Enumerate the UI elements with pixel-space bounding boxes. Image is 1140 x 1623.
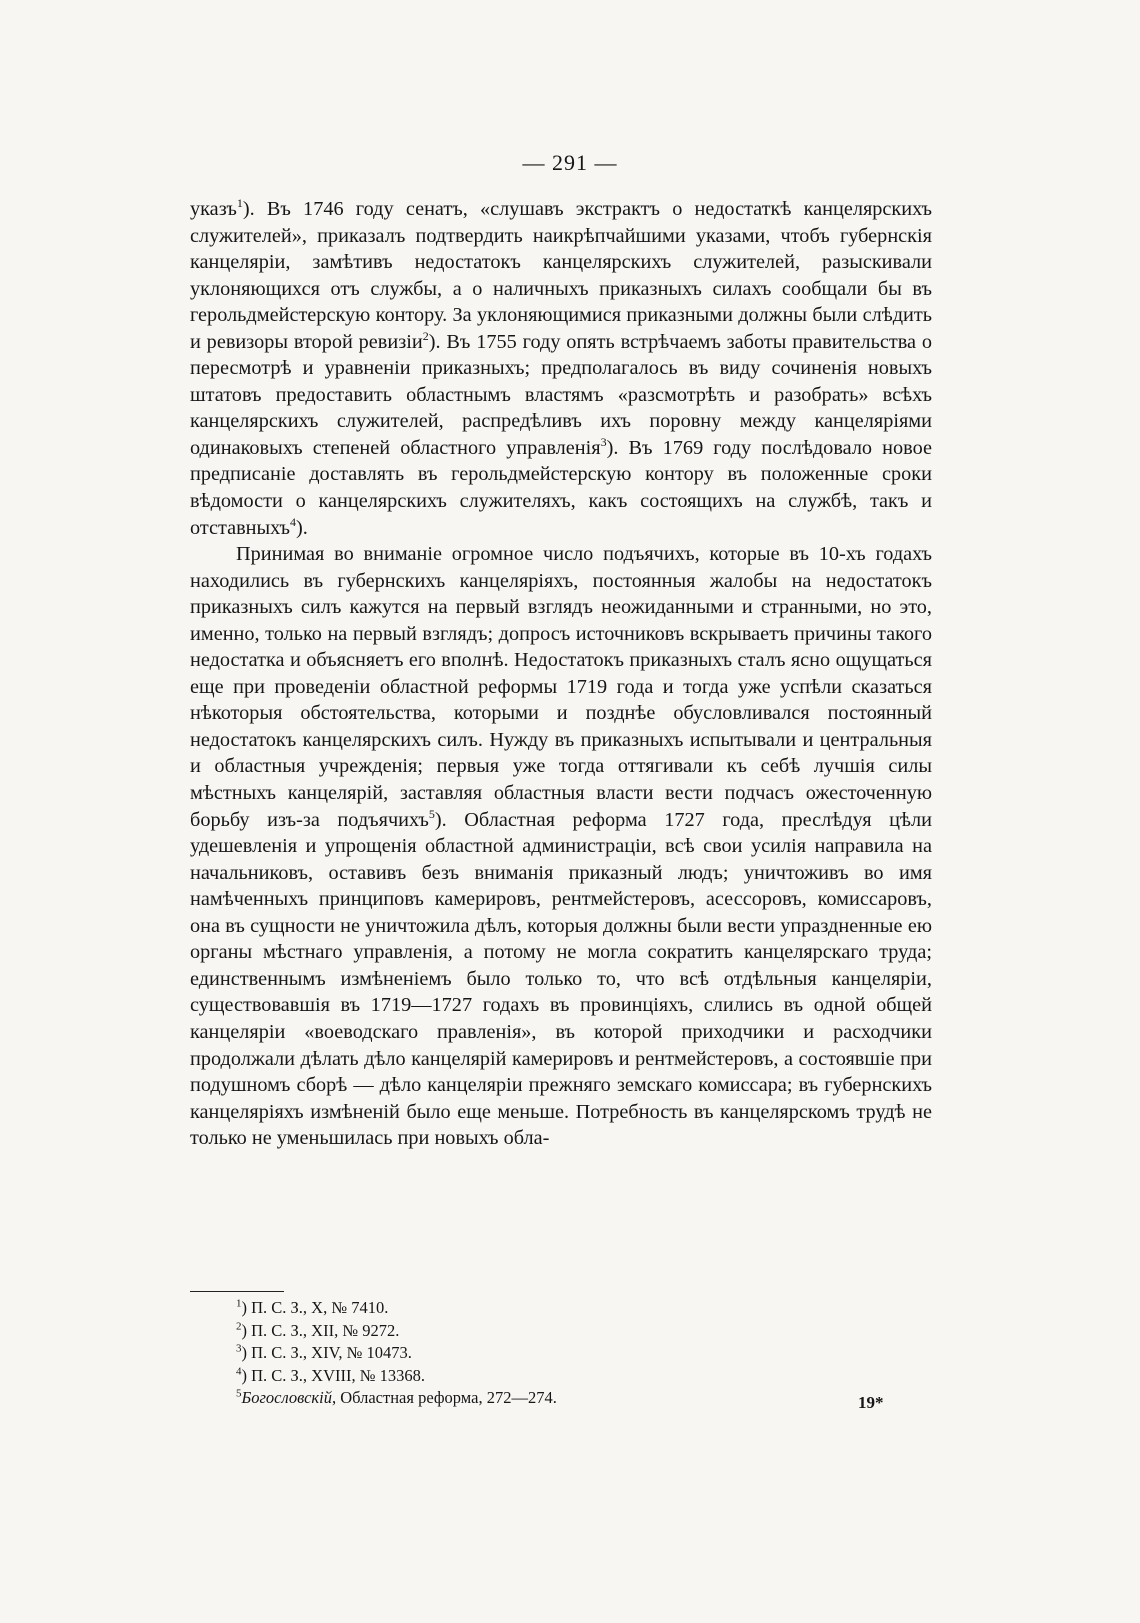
footnote-4 <box>236 1365 916 1388</box>
footnote-text: ) П. С. З., XVIII, № 13368. <box>241 1365 425 1385</box>
footnote-text: ) П. С. З., XII, № 9272. <box>241 1320 400 1340</box>
footnote-mark: 2 <box>236 1320 242 1332</box>
signature-mark: 19* <box>858 1393 884 1412</box>
paragraph-2 <box>190 541 932 1152</box>
footnote-reference[interactable]: 4 <box>290 514 297 529</box>
footnote-text: , Областная реформа, 272—274. <box>331 1388 557 1407</box>
footnote-reference[interactable]: 1 <box>236 196 243 211</box>
footnote-mark: 4 <box>236 1365 242 1377</box>
text-segment: указъ <box>190 198 237 220</box>
text-segment: ). Въ 1746 году сенатъ, «слушавъ экстрактъ о недостаткѣ канцелярскихъ служителей», приказалъ подтвердить наикрѣпчайшими указами, чтобъ губернскія канцеляріи, замѣтивъ недостатокъ канцелярскихъ служителей, разыскивали уклоняющихся отъ службы, а о наличныхъ приказныхъ силахъ сообщали бы въ герольдмейстерскую контору. За уклоняющимися приказными должны были слѣдить и ревизоры второй ревизіи <box>190 198 932 353</box>
footnotes <box>236 1297 916 1410</box>
text-segment: Принимая во вниманіе огромное число подъячихъ, которые въ 10-хъ годахъ находились въ губернскихъ канцеляріяхъ, постоянныя жалобы на недостатокъ приказныхъ силъ кажутся на первый взглядъ неожиданными и странными, но это, именно, только на первый взглядъ; допросъ источниковъ вскрываетъ причины такого недостатка и объясняетъ его вполнѣ. Недостатокъ приказныхъ сталъ ясно ощущаться еще при проведеніи областной реформы 1719 года и тогда уже успѣли сказаться нѣкоторыя обстоятельства, которыми и позднѣе обусловливался постоянный недостатокъ канцелярскихъ силъ. Нужду въ приказныхъ испытывали и центральныя и областныя учрежденія; первыя уже тогда оттягивали къ себѣ лучшія силы мѣстныхъ канцелярій, заставляя областныя власти вести подчасъ ожесточенную борьбу изъ-за подъячихъ <box>190 543 932 831</box>
footnote-author: Богословскій <box>241 1388 332 1407</box>
footnote-reference[interactable]: 2 <box>422 328 429 343</box>
footnote-reference[interactable]: 5 <box>428 806 435 821</box>
page-number: — 291 — <box>522 150 618 175</box>
text-segment: ). Въ 1769 году послѣдовало новое предписаніе доставлять въ герольдмейстерскую контору въ положенные сроки вѣдомости о канцелярскихъ служителяхъ, какъ состоящихъ на службѣ, такъ и отставныхъ <box>190 436 932 539</box>
text-segment: ). Областная реформа 1727 года, преслѣдуя цѣли удешевленія и упрощенія областной администраціи, всѣ свои усилія направила на начальниковъ, оставивъ безъ вниманія приказный людъ; уничтоживъ во имя намѣченныхъ принциповъ камерировъ, рентмейстеровъ, асессоровъ, комиссаровъ, она въ сущности не уничтожила дѣлъ, которыя должны были вести упраздненные ею органы мѣстнаго управленія, а потому не могла сократить канцелярскаго труда; единственнымъ измѣненіемъ было только то, что всѣ отдѣльныя канцеляріи, существовавшія въ 1719—1727 годахъ въ провинціяхъ, слились въ одной общей канцеляріи «воеводскаго правленія», въ которой приходчики и расходчики продолжали дѣлать дѣло канцелярій камерировъ и рентмейстеровъ, а состоявшіе при подушномъ сборѣ — дѣло канцеляріи прежняго земскаго комиссара; въ губернскихъ канцеляріяхъ измѣненій было еще меньше. Потребность въ канцелярскомъ трудѣ не только не уменьшилась при новыхъ обла- <box>190 808 932 1150</box>
footnote-divider <box>190 1291 284 1292</box>
footnote-2 <box>236 1320 916 1343</box>
footnote-text: ) П. С. З., XIV, № 10473. <box>241 1343 412 1362</box>
footnote-text: ) П. С. З., X, № 7410. <box>241 1298 389 1317</box>
footnote-5 <box>236 1387 916 1410</box>
text-segment: ). Въ 1755 году опять встрѣчаемъ заботы правительства о пересмотрѣ и уравненіи приказныхъ; предполагалось въ виду сочиненія новыхъ штатовъ предоставить областнымъ властямъ «разсмотрѣть и разобрать» всѣхъ канцелярскихъ служителей, распредѣливъ ихъ поровну между канцеляріями одинаковыхъ степеней областного управленія <box>190 330 932 459</box>
text-segment: ). <box>296 516 308 539</box>
footnote-reference[interactable]: 3 <box>600 435 607 450</box>
footnote-1 <box>236 1297 916 1320</box>
footnote-3 <box>236 1342 916 1365</box>
footnote-mark: 3 <box>236 1342 242 1355</box>
paragraph-1 <box>190 196 932 541</box>
footnote-mark: 5 <box>236 1387 242 1400</box>
footnote-mark: 1 <box>236 1297 242 1310</box>
body-text <box>190 196 932 1152</box>
